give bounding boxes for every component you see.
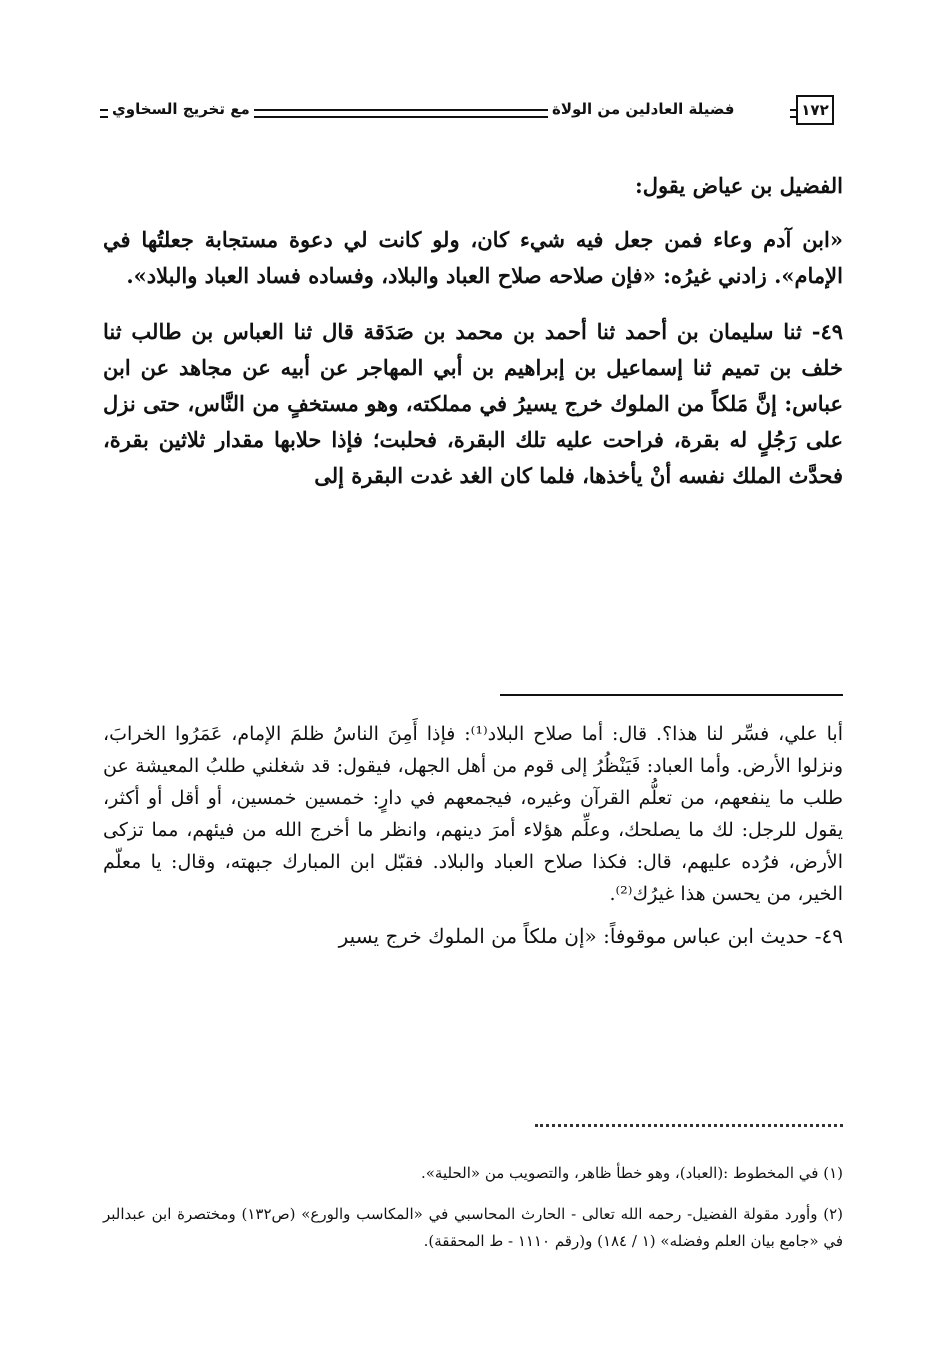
book-title: فضيلة العادلين من الولاة — [548, 98, 738, 120]
footnote-separator — [535, 1124, 843, 1133]
commentary-section — [103, 718, 843, 952]
footnote-1: (١) في المخطوط :(العباد)، وهو خطأ ظاهر، والتصويب من «الحلية». — [420, 1164, 843, 1182]
commentary-paragraph: أبا علي، فسِّر لنا هذا؟. قال: أما صلاح البلاد⁽¹⁾: فإذا أَمِنَ الناسُ ظلمَ الإمام، عَمَرُوا الخرابَ، ونزلوا الأرض. وأما العباد: فَيَنْظُرُ إلى قوم من أهل الجهل، فيقول: قد شغلني طلبُ المعيشة عن طلب ما ينفعهم، من تعلُّم القرآن وغيره، فيجمعهم في دارٍ: خمسين خمسين، أو أقل أو أكثر، يقول للرجل: لك ما يصلحك، وعلِّم هؤلاء أمرَ دينهم، وانظر ما أخرج الله من فيئهم، مما تزكى الأرض، فرُده عليهم، قال: فكذا صلاح العباد والبلاد. فقبّل ابن المبارك جبهته، وقال: يا معلّم الخير، من يحسن هذا غيرُك⁽²⁾. — [103, 723, 843, 905]
footnotes-section — [103, 1160, 843, 1255]
main-text — [103, 168, 843, 494]
book-subtitle: مع تخريج السخاوي — [108, 98, 254, 120]
text-divider — [500, 694, 843, 696]
header-rule-middle — [340, 109, 560, 118]
takhrij-49-paragraph: ٤٩- حديث ابن عباس موقوفاً: «إن ملكاً من الملوك خرج يسير — [338, 924, 843, 948]
footnote-2: (٢) وأورد مقولة الفضيل- رحمه الله تعالى - الحارث المحاسبي في «المكاسب والورع» (ص١٣٢) ومختصرة ابن عبدالبر في «جامع بيان العلم وفضله» (١ / ١٨٤) و(رقم ١١١٠ - ط المحققة). — [103, 1205, 843, 1250]
intro-line: الفضيل بن عياض يقول: — [634, 173, 843, 198]
page-number: ١٧٢ — [796, 95, 834, 125]
page-header — [100, 92, 845, 132]
hadith-49-paragraph: ٤٩- ثنا سليمان بن أحمد ثنا أحمد بن محمد بن صَدَقة قال ثنا العباس بن طالب ثنا خلف بن تميم ثنا إسماعيل بن إبراهيم بن أبي المهاجر عن أبيه عن مجاهد عن ابن عباس: إنَّ مَلكاً من الملوك خرج يسيرُ في مملكته، وهو مستخفٍ من النَّاس، حتى نزل على رَجُلٍ له بقرة، فراحت عليه تلك البقرة، فحلبت؛ فإذا حلابها مقدار ثلاثين بقرة، فحدَّث الملك نفسه أنْ يأخذها، فلما كان الغد غدت البقرة إلى — [103, 319, 843, 488]
quote-paragraph: «ابن آدم وعاء فمن جعل فيه شيء كان، ولو كانت لي دعوة مستجابة جعلتُها في الإمام». زادني غيرُه: «فإن صلاحه صلاح العباد والبلاد، وفساده فساد العباد والبلاد». — [103, 227, 843, 288]
